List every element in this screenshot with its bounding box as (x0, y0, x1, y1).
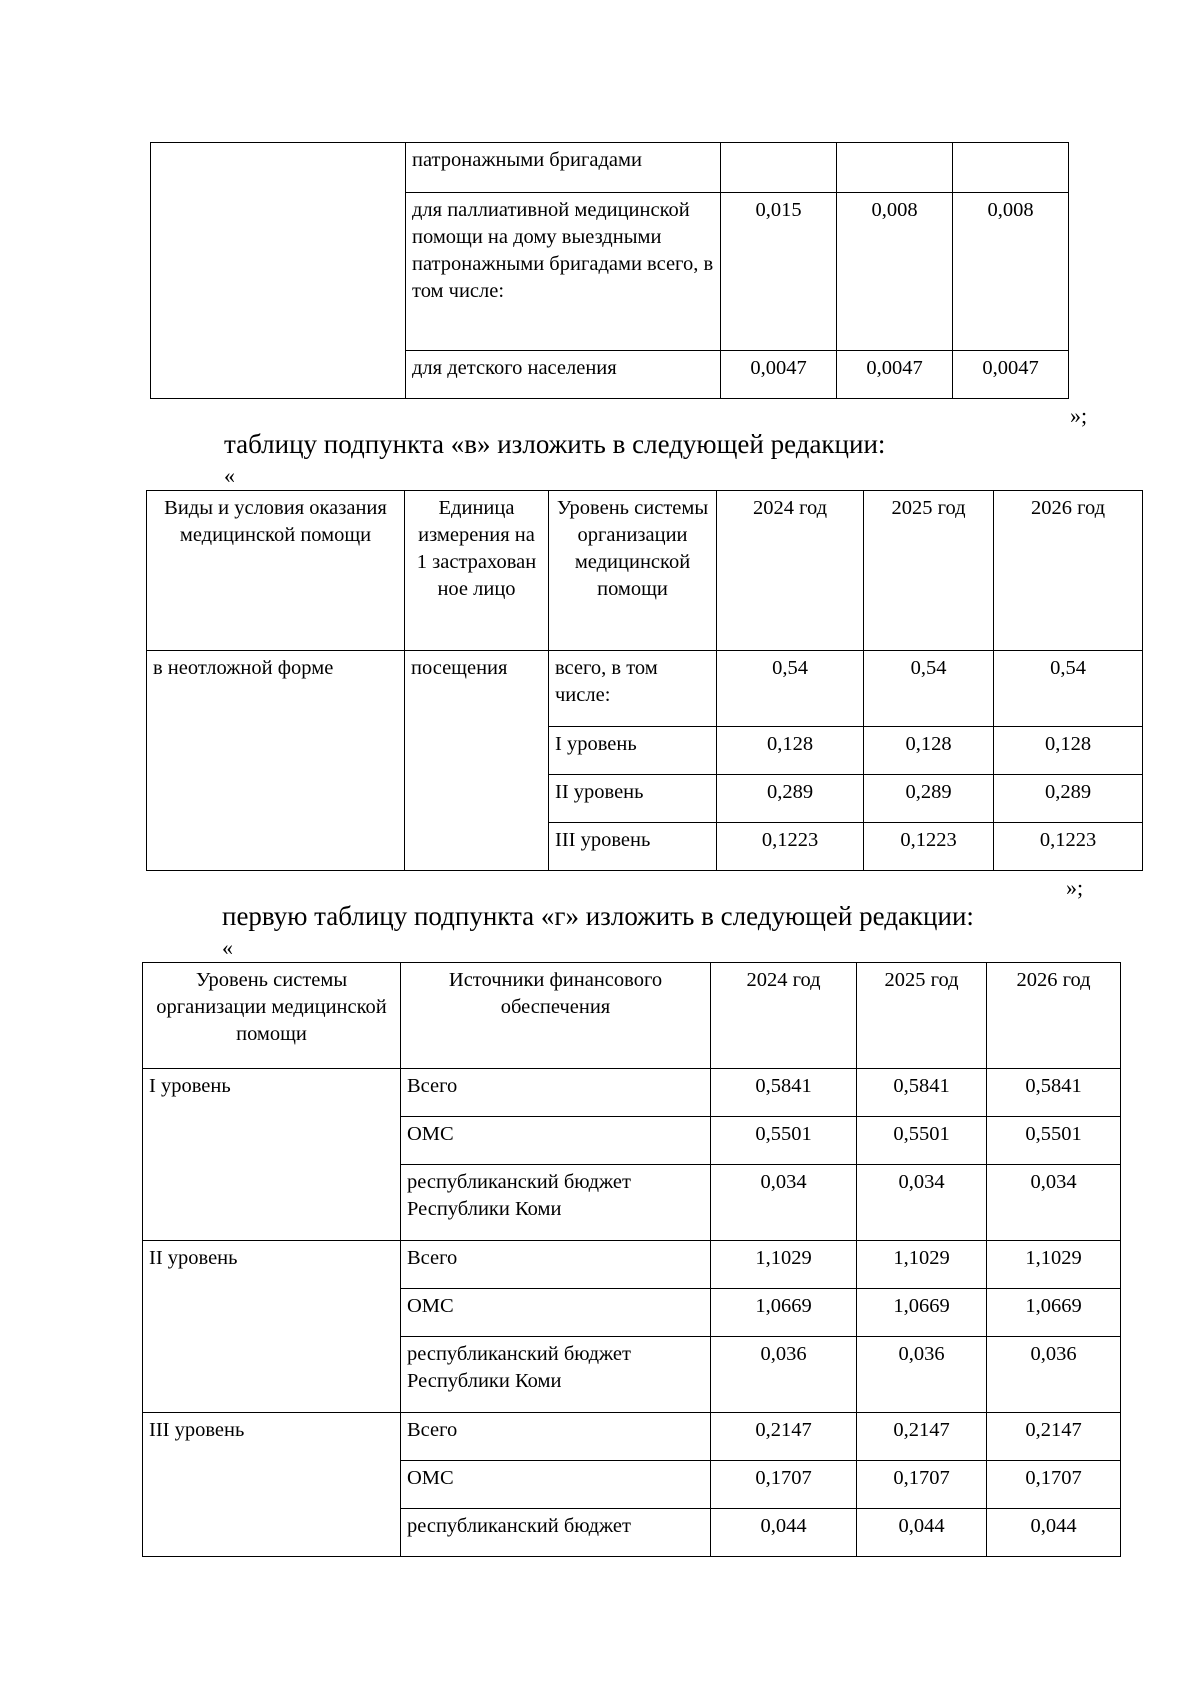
value-2025: 0,036 (857, 1337, 987, 1413)
level-cell: III уровень (143, 1413, 401, 1557)
value-2025: 0,0047 (837, 351, 953, 399)
value-2026: 1,1029 (987, 1241, 1121, 1289)
row-label: для детского населения (406, 351, 721, 399)
source-cell: Всего (401, 1413, 711, 1461)
source-cell: республиканский бюджет Республики Коми (401, 1165, 711, 1241)
row-label: для паллиативной медицинской помощи на дому выездными патронажными бригадами всего, в том числе: (406, 193, 721, 351)
value-2024: 0,034 (711, 1165, 857, 1241)
header-2026: 2026 год (994, 491, 1143, 651)
value-2025: 0,5841 (857, 1069, 987, 1117)
value-2026: 0,289 (994, 775, 1143, 823)
header-level: Уровень системы организации медицинской помощи (549, 491, 717, 651)
value-2026 (953, 143, 1069, 193)
header-level: Уровень системы организации медицинской помощи (143, 963, 401, 1069)
value-2024: 0,2147 (711, 1413, 857, 1461)
value-2026: 0,1223 (994, 823, 1143, 871)
table-subpoint-b (146, 490, 1143, 871)
table-palliative-continuation (150, 142, 1069, 399)
table-row (143, 1241, 1121, 1289)
opening-quote: « (222, 935, 233, 960)
value-2024: 0,015 (721, 193, 837, 351)
value-2024: 0,128 (717, 727, 864, 775)
value-2025: 1,0669 (857, 1289, 987, 1337)
value-2024: 0,289 (717, 775, 864, 823)
value-2025: 1,1029 (857, 1241, 987, 1289)
value-2025: 0,008 (837, 193, 953, 351)
header-2025: 2025 год (857, 963, 987, 1069)
value-2026: 0,036 (987, 1337, 1121, 1413)
level-cell: всего, в том числе: (549, 651, 717, 727)
value-2025: 0,1707 (857, 1461, 987, 1509)
table-row (147, 651, 1143, 727)
value-2024: 0,5841 (711, 1069, 857, 1117)
source-cell: ОМС (401, 1117, 711, 1165)
header-2025: 2025 год (864, 491, 994, 651)
value-2024: 1,1029 (711, 1241, 857, 1289)
header-2024: 2024 год (717, 491, 864, 651)
closing-quote: »; (1066, 875, 1084, 900)
opening-quote: « (224, 463, 235, 488)
value-2026: 0,0047 (953, 351, 1069, 399)
value-2025: 0,044 (857, 1509, 987, 1557)
care-type-cell: в неотложной форме (147, 651, 405, 871)
paragraph-subpoint-b: таблицу подпункта «в» изложить в следующей редакции: (224, 429, 886, 459)
source-cell: Всего (401, 1069, 711, 1117)
value-2025 (837, 143, 953, 193)
closing-quote: »; (1070, 403, 1088, 428)
value-2025: 0,54 (864, 651, 994, 727)
source-cell: Всего (401, 1241, 711, 1289)
table-row (143, 1069, 1121, 1117)
header-source: Источники финансового обеспечения (401, 963, 711, 1069)
table-header-row (147, 491, 1143, 651)
header-2024: 2024 год (711, 963, 857, 1069)
value-2024: 0,1707 (711, 1461, 857, 1509)
level-cell: I уровень (549, 727, 717, 775)
table-subpoint-g (142, 962, 1121, 1557)
source-cell: республиканский бюджет Республики Коми (401, 1337, 711, 1413)
source-cell: республиканский бюджет (401, 1509, 711, 1557)
value-2024: 1,0669 (711, 1289, 857, 1337)
value-2024: 0,1223 (717, 823, 864, 871)
value-2024: 0,044 (711, 1509, 857, 1557)
value-2026: 0,5501 (987, 1117, 1121, 1165)
value-2026: 0,1707 (987, 1461, 1121, 1509)
value-2024 (721, 143, 837, 193)
header-2026: 2026 год (987, 963, 1121, 1069)
table-row (151, 143, 1069, 193)
value-2026: 0,034 (987, 1165, 1121, 1241)
unit-cell: посещения (405, 651, 549, 871)
value-2026: 0,008 (953, 193, 1069, 351)
source-cell: ОМС (401, 1289, 711, 1337)
value-2026: 0,5841 (987, 1069, 1121, 1117)
source-cell: ОМС (401, 1461, 711, 1509)
value-2025: 0,1223 (864, 823, 994, 871)
level-cell: II уровень (549, 775, 717, 823)
value-2024: 0,5501 (711, 1117, 857, 1165)
table-row (143, 1413, 1121, 1461)
value-2024: 0,54 (717, 651, 864, 727)
value-2025: 0,034 (857, 1165, 987, 1241)
value-2024: 0,0047 (721, 351, 837, 399)
value-2026: 1,0669 (987, 1289, 1121, 1337)
empty-merged-cell (151, 143, 406, 399)
level-cell: III уровень (549, 823, 717, 871)
value-2025: 0,128 (864, 727, 994, 775)
value-2025: 0,289 (864, 775, 994, 823)
value-2026: 0,2147 (987, 1413, 1121, 1461)
value-2026: 0,044 (987, 1509, 1121, 1557)
value-2026: 0,54 (994, 651, 1143, 727)
header-unit: Единица измерения на 1 застрахован ное лицо (405, 491, 549, 651)
level-cell: II уровень (143, 1241, 401, 1413)
level-cell: I уровень (143, 1069, 401, 1241)
value-2025: 0,2147 (857, 1413, 987, 1461)
header-care-type: Виды и условия оказания медицинской помощи (147, 491, 405, 651)
value-2024: 0,036 (711, 1337, 857, 1413)
paragraph-subpoint-g: первую таблицу подпункта «г» изложить в следующей редакции: (222, 901, 974, 931)
value-2025: 0,5501 (857, 1117, 987, 1165)
table-header-row (143, 963, 1121, 1069)
value-2026: 0,128 (994, 727, 1143, 775)
row-label: патронажными бригадами (406, 143, 721, 193)
